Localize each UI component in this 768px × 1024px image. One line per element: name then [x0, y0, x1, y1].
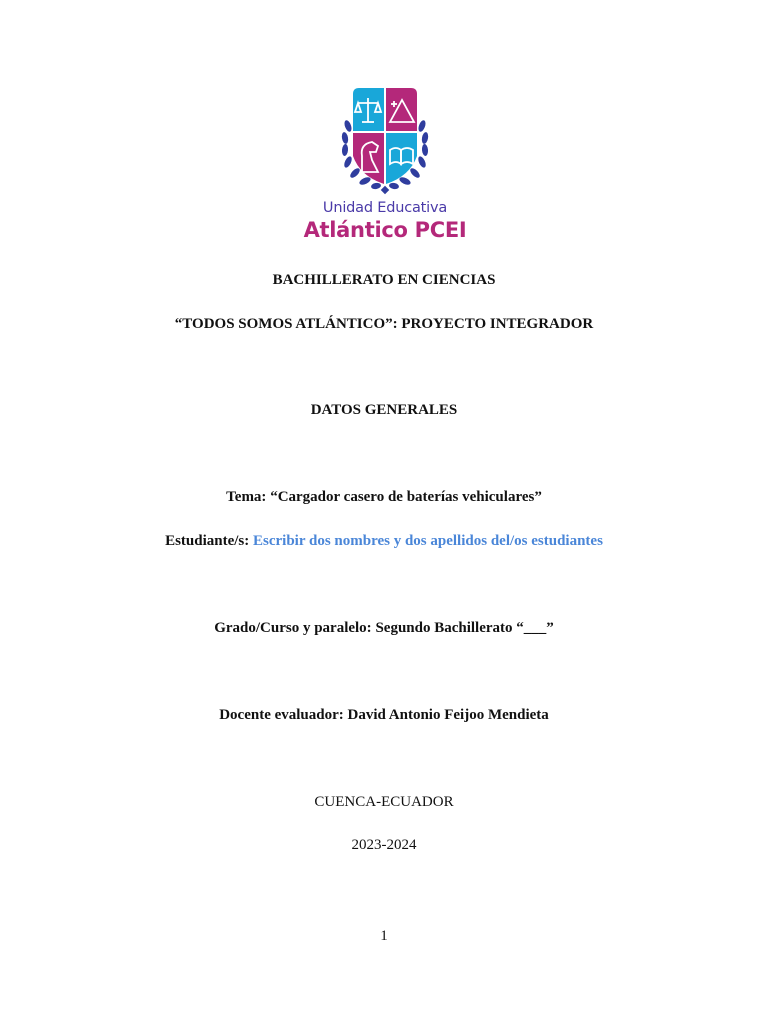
section-title: DATOS GENERALES — [310, 402, 458, 418]
docente-value: David Antonio Feijoo Mendieta — [347, 707, 549, 723]
docente-label: Docente evaluador: — [219, 707, 344, 723]
grado-line — [0, 619, 768, 637]
tema-value: “Cargador casero de baterías vehiculares” — [270, 489, 542, 505]
logo-school-type: Unidad Educativa — [322, 200, 448, 216]
project-title: “TODOS SOMOS ATLÁNTICO”: PROYECTO INTEGRADOR — [174, 316, 594, 332]
grado-value: Segundo Bachillerato “___” — [375, 620, 554, 636]
program-title: BACHILLERATO EN CIENCIAS — [272, 272, 496, 288]
shield-emblem — [300, 84, 470, 199]
docente-line — [0, 706, 768, 724]
school-logo — [300, 84, 470, 249]
estudiantes-line — [0, 532, 768, 550]
tema-line — [0, 488, 768, 506]
page-number: 1 — [380, 928, 388, 944]
academic-period: 2023-2024 — [351, 837, 417, 853]
location: CUENCA-ECUADOR — [314, 794, 454, 810]
tema-label: Tema: — [226, 489, 267, 505]
estudiantes-label: Estudiante/s: — [165, 533, 250, 549]
grado-label: Grado/Curso y paralelo: — [214, 620, 372, 636]
logo-school-name: Atlántico PCEI — [303, 218, 467, 242]
estudiantes-value: Escribir dos nombres y dos apellidos del/os estudiantes — [253, 533, 603, 549]
